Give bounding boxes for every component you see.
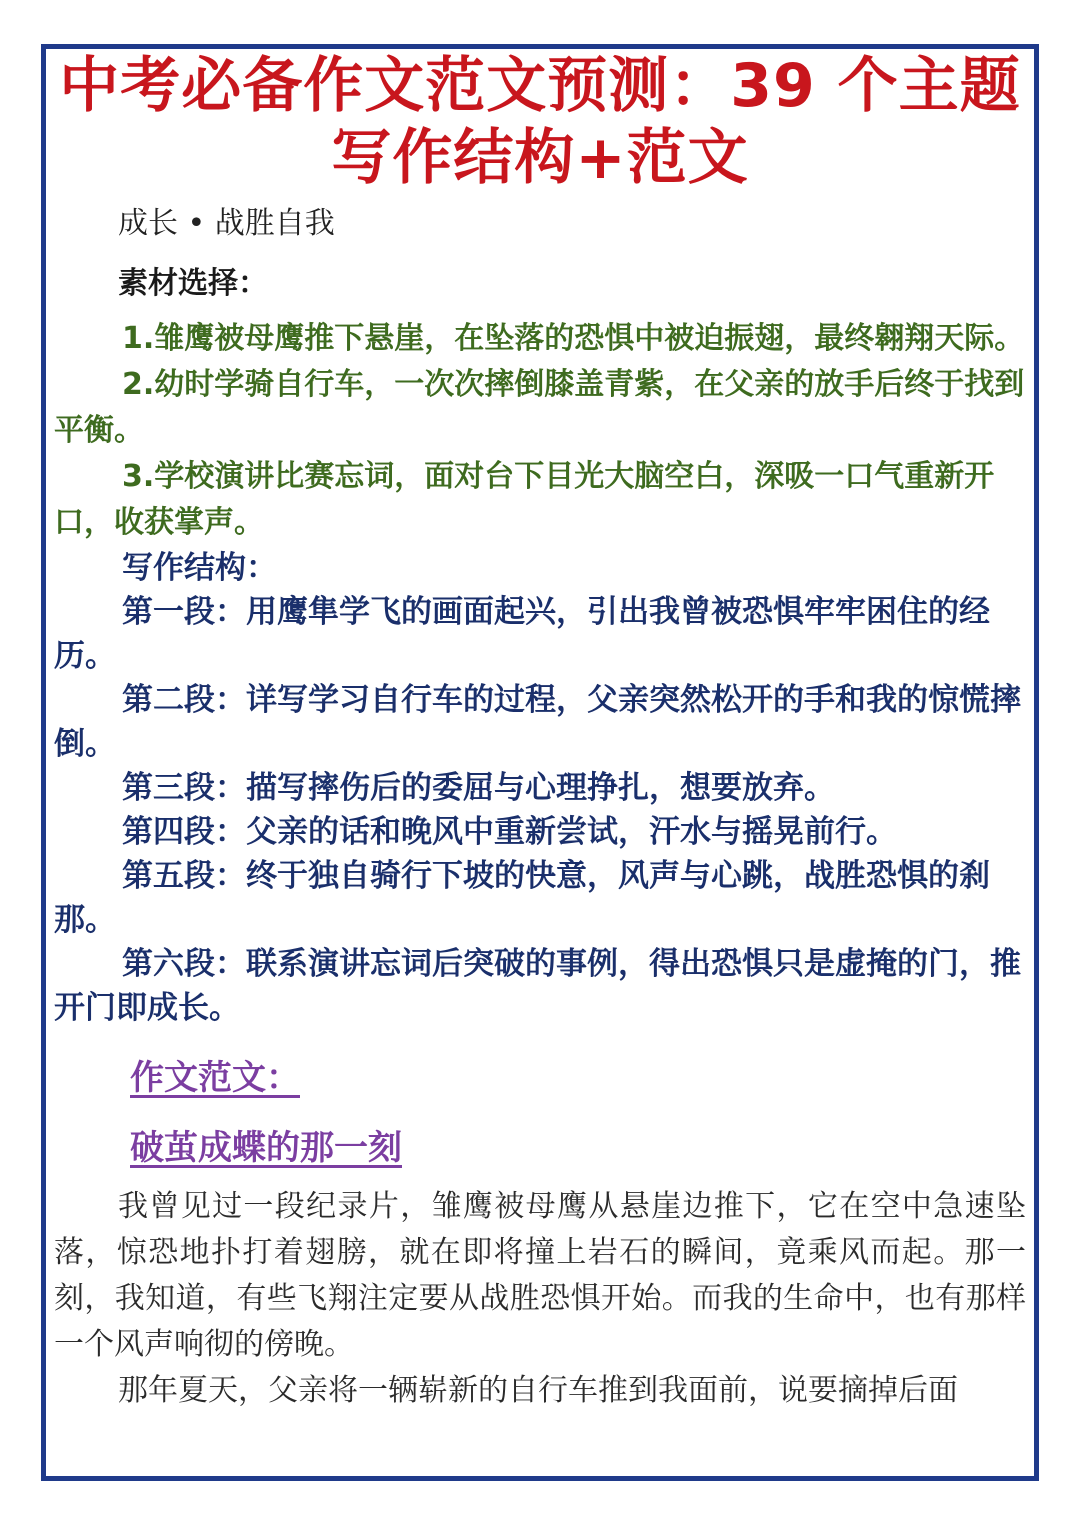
essay-title: 破茧成蝶的那一刻: [130, 1128, 402, 1168]
material-heading: 素材选择：: [118, 266, 268, 301]
document-content: [54, 50, 1026, 1414]
essay-heading: 作文范文：: [130, 1058, 300, 1098]
material-item: 1.雏鹰被母鹰推下悬崖，在坠落的恐惧中被迫振翅，最终翱翔天际。: [122, 321, 1025, 356]
structure-list: [54, 590, 1026, 1030]
topic-label: 成长 • 战胜自我: [118, 206, 335, 241]
structure-item: 第一段：用鹰隼学飞的画面起兴，引出我曾被恐惧牢牢困住的经历。: [54, 594, 990, 674]
structure-item: 第四段：父亲的话和晚风中重新尝试，汗水与摇晃前行。: [122, 814, 897, 850]
title-line-1: 中考必备作文范文预测：39 个主题: [59, 51, 1021, 121]
material-item: 3.学校演讲比赛忘词，面对台下目光大脑空白，深吸一口气重新开口，收获掌声。: [54, 459, 995, 540]
structure-item: 第六段：联系演讲忘词后突破的事例，得出恐惧只是虚掩的门，推开门即成长。: [54, 946, 1021, 1026]
page-title: [54, 50, 1026, 194]
structure-item: 第五段：终于独自骑行下坡的快意，风声与心跳，战胜恐惧的刹那。: [54, 858, 990, 938]
title-line-2: 写作结构+范文: [331, 123, 749, 193]
essay-paragraph: 那年夏天，父亲将一辆崭新的自行车推到我面前，说要摘掉后面: [118, 1373, 958, 1408]
material-list: [54, 316, 1026, 546]
material-item: 2.幼时学骑自行车，一次次摔倒膝盖青紫，在父亲的放手后终于找到平衡。: [54, 367, 1025, 448]
structure-item: 第二段：详写学习自行车的过程，父亲突然松开的手和我的惊慌摔倒。: [54, 682, 1021, 762]
structure-item: 第三段：描写摔伤后的委屈与心理挣扎，想要放弃。: [122, 770, 835, 806]
essay-body: [54, 1184, 1026, 1414]
structure-heading: 写作结构：: [122, 550, 277, 586]
essay-paragraph: 我曾见过一段纪录片，雏鹰被母鹰从悬崖边推下，它在空中急速坠落，惊恐地扑打着翅膀，就在即将撞上岩石的瞬间，竟乘风而起。那一刻，我知道，有些飞翔注定要从战胜恐惧开始。而我的生命中，也有那样一个风声响彻的傍晚。: [54, 1189, 1026, 1362]
